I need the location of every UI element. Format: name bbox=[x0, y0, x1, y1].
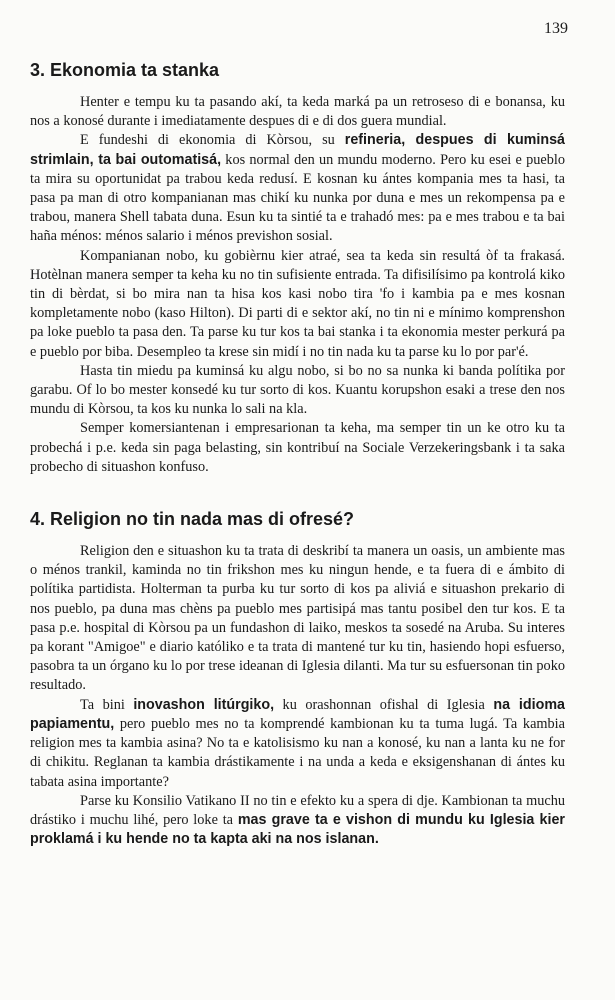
section-4-paragraph-1: Religion den e situashon ku ta trata di deskribí ta manera un oasis, un ambiente mas o ménos trankil, kaminda no tin frikshon mes ku ningun hende, e ta fuera di e ámbito di polítika partidista. Holterman ta purba ku tur sorto di kos pa aliviá e situashon prekario di nos pueblo, pa duna mas chèns pa pueblo mes partisipá mas tantu posibel den tur kos. E ta pasa p.e. hospital di Kòrsou pa un fundashon di laiko, meskos ta sosedé na Aruba. Su interes pa korant "Amigoe" e diario katóliko e ta trata di mantené tur ku tin, hasiendo hopi esfuerso, pasobra ta un órgano ku lo por trese ideanan di Iglesia dilanti. Ma tur su esfuersonan tin poko resultado. bbox=[30, 543, 565, 694]
section-4-heading: 4. Religion no tin nada mas di ofresé? bbox=[30, 509, 355, 530]
section-3-paragraph-2: E fundeshi di ekonomia di Kòrsou, su refineria, despues di kuminsá strimlain, ta bai outomatisá, kos normal den un mundu moderno. Pero ku esei e pueblo ta mira su oportunidat pa trabou keda redusí. E kosnan ku ántes kompania mes ta hasi, ta pasa pa man di otro kompanianan mas chikí ku nunka por duna e mes un rekompensa pa e trabou, manera Shell tabata duna. Esun ku ta sintié ta e trahadó mes: pa e mes trabou e ta bai haña ménos: ménos salario i ménos previshon sosial. bbox=[30, 132, 566, 245]
section-3-paragraph-3: Kompanianan nobo, ku gobièrnu kier atraé, sea ta keda sin resultá òf ta frakasá. Hotèlnan manera semper ta keha ku no tin sufisiente entrada. Ta difisilísimo pa kontrolá kiko tin di bèrdat, si bo mira nan ta hisa kos kasi nobo tira 'fo i kambia pa e mes kosnan kompletamente nobo (kaso Hilton). Di parti di e sektor akí, no tin ni e mínimo komprenshon pa loke pueblo ta pasa den. Ta parse ku tur kos ta bai stanka i ta ekonomia mester perkurá pa e pueblo por biba. Desempleo ta krese sin midí i no tin nada ku ta parse ku lo por par'é. bbox=[30, 247, 565, 360]
section-4-paragraph-3: Parse ku Konsilio Vatikano II no tin e efekto ku a spera di dje. Kambionan ta muchu drástiko i muchu lihé, pero loke ta mas grave ta e vishon di mundu ku Iglesia kier proklamá i ku hende no ta kapta aki na nos islanan. bbox=[30, 792, 565, 848]
page-content bbox=[30, 60, 565, 849]
section-3-paragraph-4: Hasta tin miedu pa kuminsá ku algu nobo, si bo no sa nunka ki banda polítika por garabu. Of lo bo mester konsedé ku tur sorto di kos. Kuantu korupshon esaki a trese den nos mundu di Kòrsou, ta kos ku nunka lo sali na kla. bbox=[30, 362, 565, 418]
page-number: 139 bbox=[544, 20, 568, 37]
section-3-paragraph-5: Semper komersiantenan i empresarionan ta keha, ma semper tin un ke otro ku ta probechá i p.e. keda sin paga belasting, sin kontribuí na Sociale Verzekeringsbank i ta saka probecho di situashon konfuso. bbox=[30, 420, 565, 475]
section-3-paragraph-1: Henter e tempu ku ta pasando akí, ta keda marká pa un retroseso di e bonansa, ku nos a konosé durante i imediatamente despues di e di dos guera mundial. bbox=[30, 94, 565, 130]
section-3-heading: 3. Ekonomia ta stanka bbox=[30, 60, 220, 80]
section-4-paragraph-2: Ta bini inovashon litúrgiko, ku orashonnan ofishal di Iglesia na idioma papiamentu, pero pueblo mes no ta komprendé kambionan ku ta tuma lugá. Ta kambia religion mes ta kambia asina? No ta e katolisismo ku nan a konosé, ku nan a lanta ku ne for di chikitu. Reglanan ta kambia drástikamente i na unda a keda e eksigenshanan di ántes ku tabata asina importante? bbox=[30, 696, 566, 790]
